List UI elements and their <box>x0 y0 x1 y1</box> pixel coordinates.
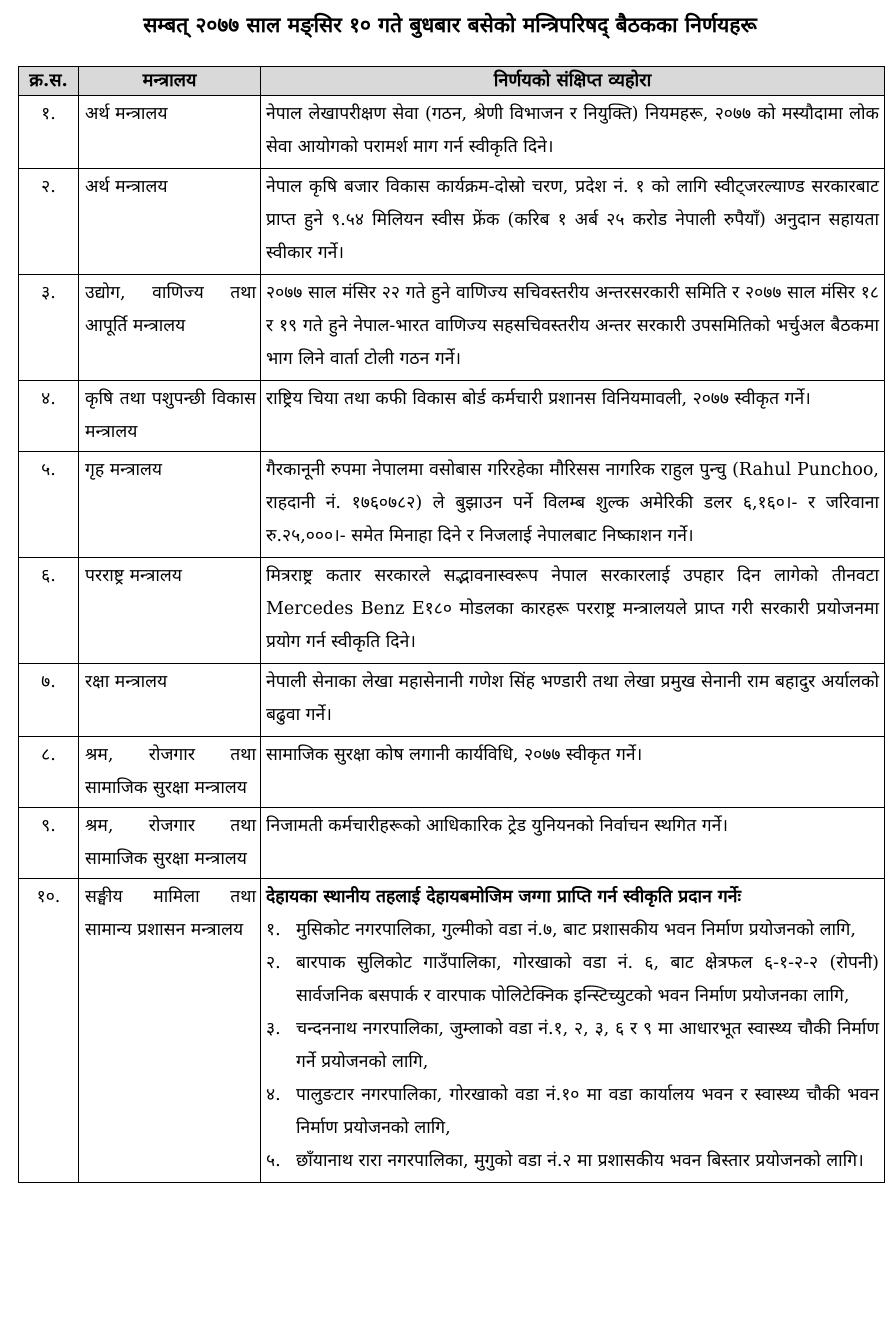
decision-cell: मित्रराष्ट्र कतार सरकारले सद्भावनास्वरूप नेपाल सरकारलाई उपहार दिन लागेको तीनवटा Mercedes Benz E१८० मोडलका कारहरू परराष्ट्र मन्त्रालयले प्राप्त गरी सरकारी प्रयोजनमा प्रयोग गर्न स्वीकृति दिने। <box>261 558 885 664</box>
ministry-cell: रक्षा मन्त्रालय <box>79 664 261 737</box>
list-item <box>266 1079 879 1145</box>
list-item-text: बारपाक सुलिकोट गाउँपालिका, गोरखाको वडा नं. ६, बाट क्षेत्रफल ६-१-२-२ (रोपनी) सार्वजनिक बसपार्क र वारपाक पोलिटेक्निक इन्स्टिच्युटको भवन निर्माण प्रयोजनका लागि, <box>296 953 879 1006</box>
serial-cell: १. <box>19 96 79 169</box>
document-title: सम्बत् २०७७ साल मङ्सिर १० गते बुधबार बसेको मन्त्रिपरिषद् बैठकका निर्णयहरू <box>143 12 757 37</box>
decision-cell: सामाजिक सुरक्षा कोष लगानी कार्यविधि, २०७७ स्वीकृत गर्ने। <box>261 737 885 808</box>
land-acquisition-list <box>266 914 879 1178</box>
list-item <box>266 1013 879 1079</box>
header-serial: क्र.स. <box>19 67 79 96</box>
decision-cell: नेपाल कृषि बजार विकास कार्यक्रम-दोस्रो चरण, प्रदेश नं. १ को लागि स्वीट्जरल्याण्ड सरकारबाट प्राप्त हुने ९.५४ मिलियन स्वीस फ्रेंक (करिब १ अर्ब २५ करोड नेपाली रुपैयाँ) अनुदान सहायता स्वीकार गर्ने। <box>261 169 885 275</box>
decision-cell: निजामती कर्मचारीहरूको आधिकारिक ट्रेड युनियनको निर्वाचन स्थगित गर्ने। <box>261 808 885 879</box>
serial-cell: ८. <box>19 737 79 808</box>
serial-cell: ९. <box>19 808 79 879</box>
list-item <box>266 914 879 947</box>
decision-cell: गैरकानूनी रुपमा नेपालमा वसोबास गरिरहेका मौरिसस नागरिक राहुल पुन्चु (Rahul Punchoo, राहदानी नं. १७६०७८२) ले बुझाउन पर्ने विलम्ब शुल्क अमेरिकी डलर ६,१६०।- र जरिवाना रु.२५,०००।- समेत मिनाहा दिने र निजलाई नेपालबाट निष्काशन गर्ने। <box>261 452 885 558</box>
table-row <box>19 275 885 381</box>
decisions-table <box>18 66 885 1183</box>
table-row <box>19 808 885 879</box>
ministry-cell: परराष्ट्र मन्त्रालय <box>79 558 261 664</box>
table-header-row <box>19 67 885 96</box>
list-item-number: १. <box>266 920 281 940</box>
table-row <box>19 169 885 275</box>
table-row <box>19 737 885 808</box>
ministry-cell: गृह मन्त्रालय <box>79 452 261 558</box>
table-row <box>19 96 885 169</box>
table-row <box>19 879 885 1183</box>
serial-cell: ४. <box>19 381 79 452</box>
table-row <box>19 664 885 737</box>
list-item <box>266 947 879 1013</box>
ministry-cell: कृषि तथा पशुपन्छी विकास मन्त्रालय <box>79 381 261 452</box>
decision-cell: राष्ट्रिय चिया तथा कफी विकास बोर्ड कर्मचारी प्रशानस विनियमावली, २०७७ स्वीकृत गर्ने। <box>261 381 885 452</box>
list-item <box>266 1145 879 1178</box>
table-row <box>19 381 885 452</box>
decision-cell <box>261 879 885 1183</box>
list-item-number: ३. <box>266 1019 281 1039</box>
table-row <box>19 558 885 664</box>
header-decision: निर्णयको संक्षिप्त व्यहोरा <box>261 67 885 96</box>
decision-cell: नेपाली सेनाका लेखा महासेनानी गणेश सिंह भण्डारी तथा लेखा प्रमुख सेनानी राम बहादुर अर्यालको बढुवा गर्ने। <box>261 664 885 737</box>
list-item-number: ५. <box>266 1151 281 1171</box>
header-ministry: मन्त्रालय <box>79 67 261 96</box>
list-item-text: चन्दननाथ नगरपालिका, जुम्लाको वडा नं.१, २, ३, ६ र ९ मा आधारभूत स्वास्थ्य चौकी निर्माण गर्ने प्रयोजनको लागि, <box>296 1019 879 1072</box>
list-item-text: मुसिकोट नगरपालिका, गुल्मीको वडा नं.७, बाट प्रशासकीय भवन निर्माण प्रयोजनको लागि, <box>296 920 856 940</box>
serial-cell: ६. <box>19 558 79 664</box>
ministry-cell: उद्योग, वाणिज्य तथा आपूर्ति मन्त्रालय <box>79 275 261 381</box>
list-item-number: ४. <box>266 1085 281 1105</box>
list-item-text: पालुङटार नगरपालिका, गोरखाको वडा नं.१० मा वडा कार्यालय भवन र स्वास्थ्य चौकी भवन निर्माण प्रयोजनको लागि, <box>296 1085 879 1138</box>
ministry-cell: अर्थ मन्त्रालय <box>79 96 261 169</box>
serial-cell: ७. <box>19 664 79 737</box>
serial-cell: ५. <box>19 452 79 558</box>
table-row <box>19 452 885 558</box>
serial-cell: १०. <box>19 879 79 1183</box>
ministry-cell: श्रम, रोजगार तथा सामाजिक सुरक्षा मन्त्रालय <box>79 808 261 879</box>
decision-cell: नेपाल लेखापरीक्षण सेवा (गठन, श्रेणी विभाजन र नियुक्ति) नियमहरू, २०७७ को मस्यौदामा लोक सेवा आयोगको परामर्श माग गर्न स्वीकृति दिने। <box>261 96 885 169</box>
ministry-cell: सङ्घीय मामिला तथा सामान्य प्रशासन मन्त्रालय <box>79 879 261 1183</box>
decision-lead: देहायका स्थानीय तहलाई देहायबमोजिम जग्गा प्राप्ति गर्न स्वीकृति प्रदान गर्नेः <box>266 887 741 907</box>
list-item-number: २. <box>266 953 281 973</box>
serial-cell: २. <box>19 169 79 275</box>
serial-cell: ३. <box>19 275 79 381</box>
ministry-cell: श्रम, रोजगार तथा सामाजिक सुरक्षा मन्त्रालय <box>79 737 261 808</box>
list-item-text: छाँयानाथ रारा नगरपालिका, मुगुको वडा नं.२ मा प्रशासकीय भवन बिस्तार प्रयोजनको लागि। <box>296 1151 864 1171</box>
decision-cell: २०७७ साल मंसिर २२ गते हुने वाणिज्य सचिवस्तरीय अन्तरसरकारी समिति र २०७७ साल मंसिर १८ र १९ गते हुने नेपाल-भारत वाणिज्य सहसचिवस्तरीय अन्तर सरकारी उपसमितिको भर्चुअल बैठकमा भाग लिने वार्ता टोली गठन गर्ने। <box>261 275 885 381</box>
ministry-cell: अर्थ मन्त्रालय <box>79 169 261 275</box>
